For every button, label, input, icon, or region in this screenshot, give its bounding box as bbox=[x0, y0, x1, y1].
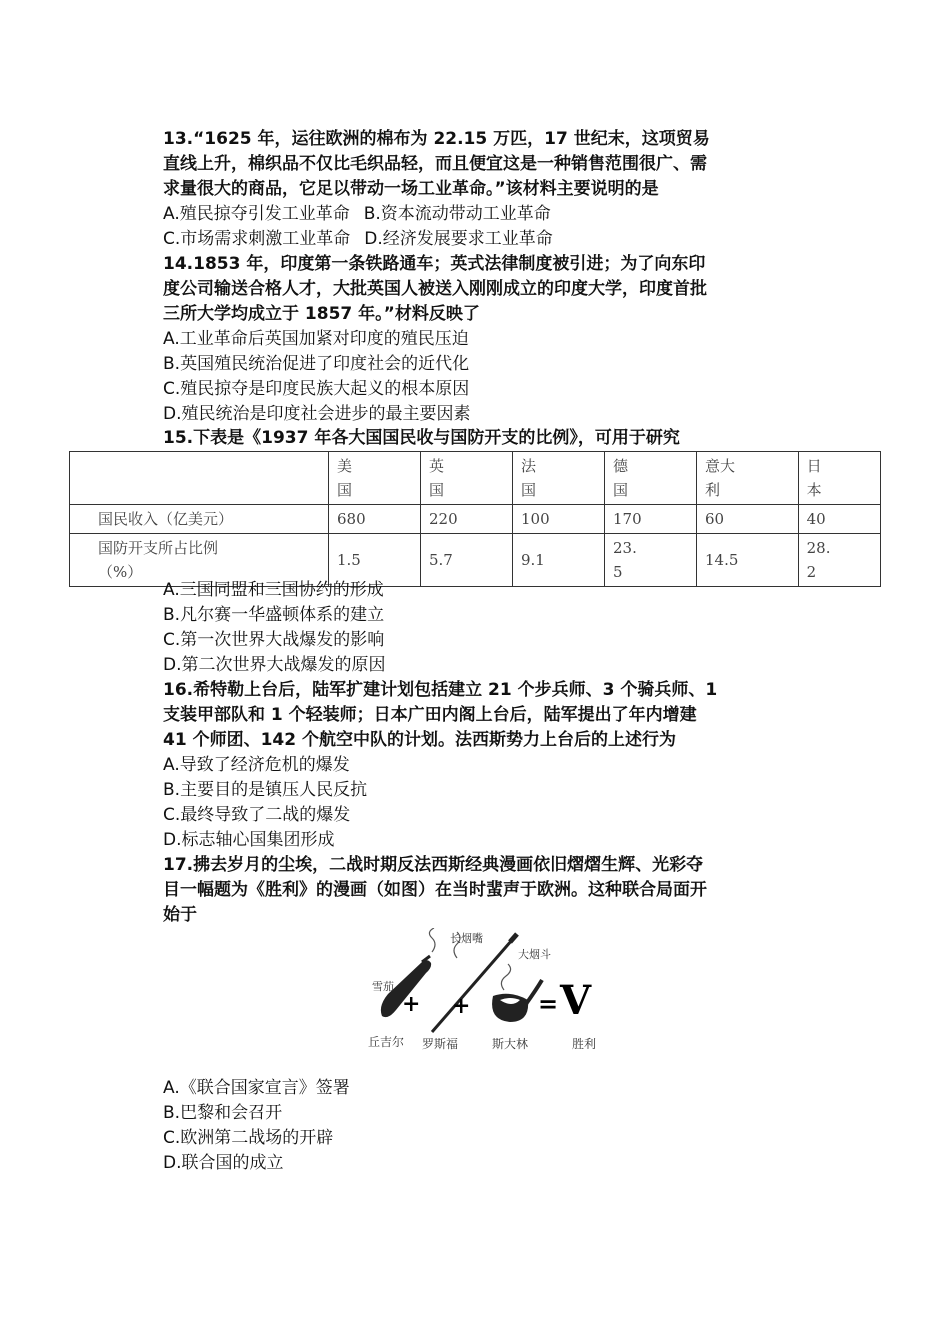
q17-option-a[interactable]: A.《联合国家宣言》签署 bbox=[163, 1078, 350, 1098]
label-roosevelt: 罗斯福 bbox=[422, 1037, 459, 1051]
q16-stem-line: 16.希特勒上台后，陆军扩建计划包括建立 21 个步兵师、3 个骑兵师、1 bbox=[163, 680, 718, 700]
q17-stem-line: 目一幅题为《胜利》的漫画（如图）在当时蜚声于欧洲。这种联合局面开 bbox=[163, 880, 707, 900]
label-stalin: 斯大林 bbox=[492, 1037, 529, 1051]
question-17 bbox=[163, 853, 803, 928]
plus-symbol: + bbox=[452, 993, 471, 1019]
q13-stem-line: 直线上升，棉织品不仅比毛织品轻，而且便宜这是一种销售范围很广、需 bbox=[163, 154, 707, 174]
q14-stem-line: 三所大学均成立于 1857 年。”材料反映了 bbox=[163, 304, 480, 324]
q16-option-c[interactable]: C.最终导致了二战的爆发 bbox=[163, 805, 351, 825]
q15-data-table bbox=[69, 451, 881, 587]
table-cell: 14.5 bbox=[697, 534, 799, 587]
table-corner-cell bbox=[70, 452, 329, 505]
table-cell: 5.7 bbox=[421, 534, 513, 587]
question-14 bbox=[163, 252, 803, 427]
q13-option-d[interactable]: D.经济发展要求工业革命 bbox=[364, 229, 553, 249]
q13-options-row bbox=[163, 202, 803, 227]
table-cell: 60 bbox=[697, 505, 799, 534]
victory-v-symbol: V bbox=[560, 977, 592, 1024]
question-17-options bbox=[163, 1076, 803, 1176]
q14-stem-line: 度公司输送合格人才，大批英国人被送入刚刚成立的印度大学，印度首批 bbox=[163, 279, 707, 299]
table-header-cell: 法 国 bbox=[513, 452, 605, 505]
equals-symbol: = bbox=[538, 989, 559, 1018]
label-victory: 胜利 bbox=[572, 1037, 597, 1051]
q14-option-c[interactable]: C.殖民掠夺是印度民族大起义的根本原因 bbox=[163, 379, 470, 399]
table-cell: 100 bbox=[513, 505, 605, 534]
label-churchill: 丘吉尔 bbox=[368, 1035, 405, 1049]
question-15-stem-wrap bbox=[163, 426, 803, 451]
q16-stem-line: 41 个师团、142 个航空中队的计划。法西斯势力上台后的上述行为 bbox=[163, 730, 676, 750]
q16-option-d[interactable]: D.标志轴心国集团形成 bbox=[163, 830, 335, 850]
q17-option-c[interactable]: C.欧洲第二战场的开辟 bbox=[163, 1128, 334, 1148]
table-cell: 220 bbox=[421, 505, 513, 534]
q14-option-a[interactable]: A.工业革命后英国加紧对印度的殖民压迫 bbox=[163, 329, 469, 349]
q17-option-b[interactable]: B.巴黎和会召开 bbox=[163, 1103, 283, 1123]
table-header-cell: 美 国 bbox=[329, 452, 421, 505]
table-header-cell: 意大 利 bbox=[697, 452, 799, 505]
q14-stem-line: 14.1853 年，印度第一条铁路通车；英式法律制度被引进；为了向东印 bbox=[163, 254, 706, 274]
label-cigar: 雪茄 bbox=[372, 980, 394, 993]
row-label-defense: 国防开支所占比例 （%） bbox=[70, 534, 329, 587]
q13-option-b[interactable]: B.资本流动带动工业革命 bbox=[363, 204, 551, 224]
q16-option-b[interactable]: B.主要目的是镇压人民反抗 bbox=[163, 780, 368, 800]
victory-cartoon bbox=[360, 928, 620, 1058]
q13-option-c[interactable]: C.市场需求刺激工业革命 bbox=[163, 229, 351, 249]
plus-symbol: + bbox=[402, 991, 421, 1017]
label-cigarette-holder: 长烟嘴 bbox=[450, 932, 483, 945]
q13-option-a[interactable]: A.殖民掠夺引发工业革命 bbox=[163, 204, 350, 224]
q15-option-b[interactable]: B.凡尔赛一华盛顿体系的建立 bbox=[163, 605, 385, 625]
q17-stem-line: 17.拂去岁月的尘埃，二战时期反法西斯经典漫画依旧熠熠生辉、光彩夺 bbox=[163, 855, 704, 875]
q14-option-d[interactable]: D.殖民统治是印度社会进步的最主要因素 bbox=[163, 404, 471, 424]
cartoon-top-labels bbox=[372, 931, 551, 993]
row-label-income: 国民收入（亿美元） bbox=[70, 505, 329, 534]
table-header-row bbox=[70, 452, 881, 505]
q17-option-d[interactable]: D.联合国的成立 bbox=[163, 1153, 284, 1173]
question-13 bbox=[163, 127, 803, 252]
q13-stem-line: 13.“1625 年，运往欧洲的棉布为 22.15 万匹，17 世纪末，这项贸易 bbox=[163, 129, 710, 149]
question-15-options bbox=[163, 578, 803, 678]
table-row bbox=[70, 505, 881, 534]
q13-stem-line: 求量很大的商品，它足以带动一场工业革命。”该材料主要说明的是 bbox=[163, 179, 659, 199]
q15-option-c[interactable]: C.第一次世界大战爆发的影响 bbox=[163, 630, 385, 650]
question-16 bbox=[163, 678, 803, 853]
label-pipe: 大烟斗 bbox=[518, 948, 551, 961]
table-cell: 1.5 bbox=[329, 534, 421, 587]
cartoon-bottom-labels bbox=[368, 1034, 596, 1051]
q16-stem-line: 支装甲部队和 1 个轻装师；日本广田内阁上台后，陆军提出了年内增建 bbox=[163, 705, 697, 725]
table-cell: 680 bbox=[329, 505, 421, 534]
pipe-icon bbox=[492, 964, 542, 1022]
q15-stem: 15.下表是《1937 年各大国国民收与国防开支的比例》，可用于研究 bbox=[163, 428, 680, 448]
table-header-cell: 日 本 bbox=[798, 452, 880, 505]
q17-stem-line: 始于 bbox=[163, 905, 197, 925]
table-cell: 28. 2 bbox=[798, 534, 880, 587]
table-header-cell: 英 国 bbox=[421, 452, 513, 505]
table-cell: 9.1 bbox=[513, 534, 605, 587]
q15-option-d[interactable]: D.第二次世界大战爆发的原因 bbox=[163, 655, 386, 675]
table-cell: 23. 5 bbox=[605, 534, 697, 587]
q15-option-a[interactable]: A.三国同盟和三国协约的形成 bbox=[163, 580, 384, 600]
q14-option-b[interactable]: B.英国殖民统治促进了印度社会的近代化 bbox=[163, 354, 470, 374]
table-header-cell: 德 国 bbox=[605, 452, 697, 505]
q16-option-a[interactable]: A.导致了经济危机的爆发 bbox=[163, 755, 350, 775]
table-cell: 170 bbox=[605, 505, 697, 534]
q13-options-row bbox=[163, 227, 803, 252]
table-cell: 40 bbox=[798, 505, 880, 534]
